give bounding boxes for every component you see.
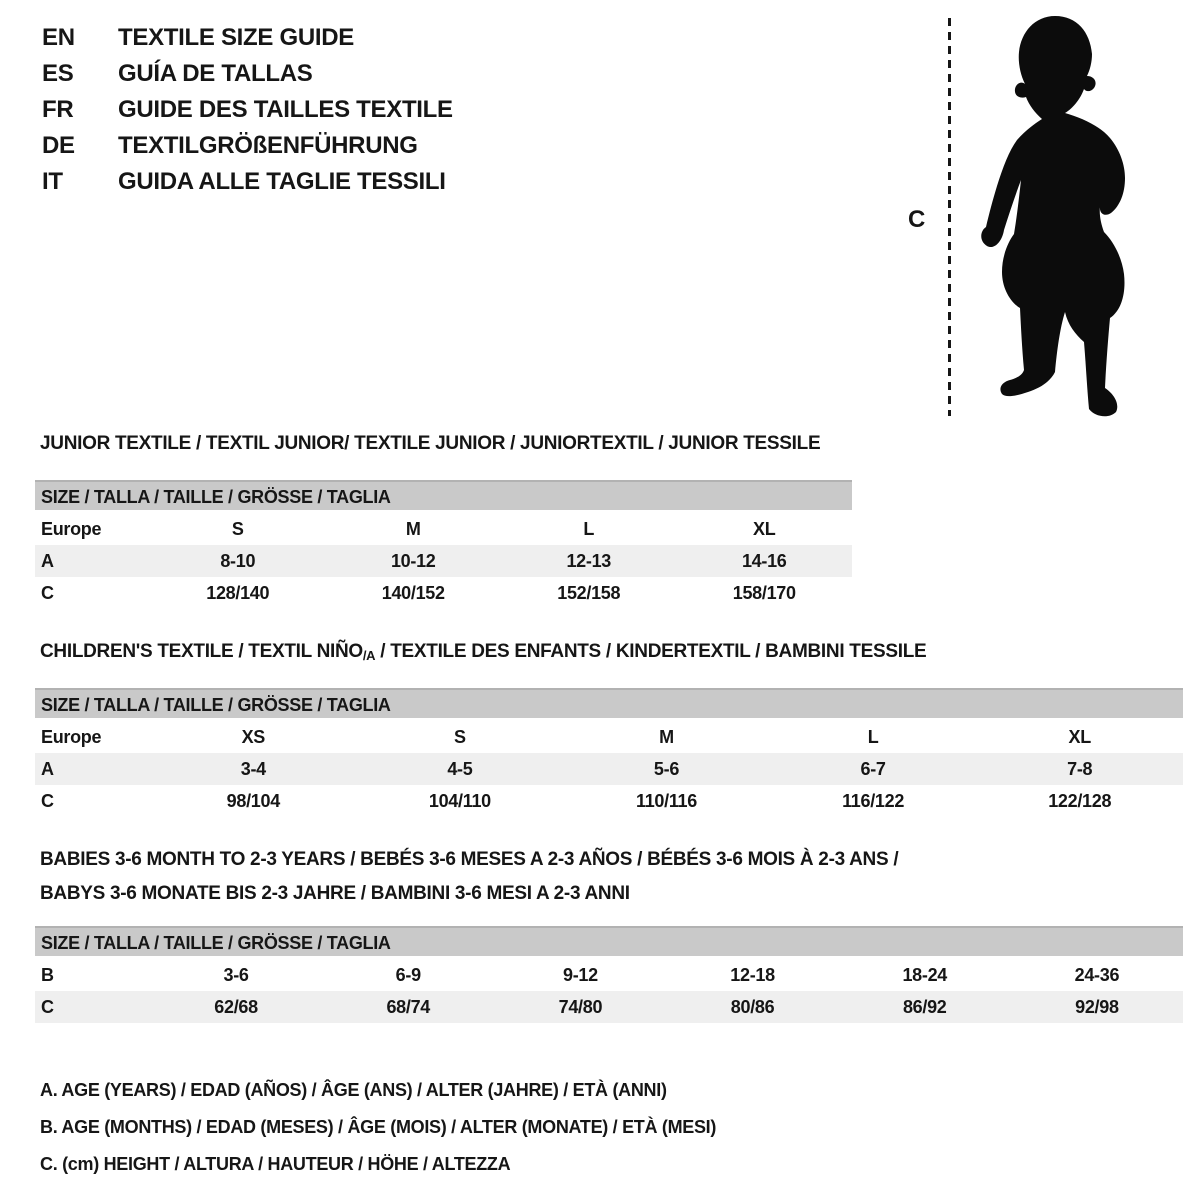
children-size-table	[35, 688, 1183, 817]
table-cell: 3-4	[240, 759, 266, 779]
table-row	[35, 545, 852, 577]
row-label: B	[41, 965, 54, 985]
language-code: DE	[42, 132, 75, 159]
language-code: ES	[42, 60, 74, 87]
language-title-block	[42, 26, 453, 194]
row-label: C	[41, 997, 54, 1017]
children-title-rest: / TEXTILE DES ENFANTS / KINDERTEXTIL / BAMBINI TESSILE	[375, 641, 927, 662]
table-cell: 74/80	[558, 997, 603, 1017]
babies-size-table	[35, 926, 1183, 1023]
babies-title-line1: BABIES 3-6 MONTH TO 2-3 YEARS / BEBÉS 3-6 MESES A 2-3 AÑOS / BÉBÉS 3-6 MOIS À 2-3 ANS /	[40, 849, 899, 870]
table-cell: 152/158	[557, 583, 621, 603]
height-label-c: C	[908, 206, 926, 233]
table-cell: 12-13	[566, 551, 612, 571]
table-cell: 3-6	[223, 965, 249, 985]
table-row	[35, 991, 1183, 1023]
table-cell: 158/170	[732, 583, 796, 603]
table-cell: 80/86	[730, 997, 775, 1017]
toddler-figure-area	[880, 0, 1200, 430]
table-cell: 68/74	[386, 997, 431, 1017]
table-cell: 122/128	[1048, 791, 1112, 811]
table-header: SIZE / TALLA / TAILLE / GRÖSSE / TAGLIA	[35, 688, 1183, 718]
table-cell: 62/68	[214, 997, 258, 1017]
toddler-silhouette	[962, 10, 1162, 420]
children-section-title	[40, 640, 926, 667]
language-title: TEXTILGRÖßENFÜHRUNG	[118, 132, 418, 159]
row-label: A	[41, 759, 54, 779]
table-row	[35, 513, 852, 545]
table-cell: 128/140	[206, 583, 270, 603]
table-row	[35, 577, 852, 609]
table-cell: S	[454, 727, 466, 747]
table-cell: S	[231, 519, 244, 539]
table-cell: 92/98	[1075, 997, 1119, 1017]
children-title-main: CHILDREN'S TEXTILE / TEXTIL NIÑO	[40, 641, 363, 662]
table-cell: 104/110	[428, 791, 491, 811]
table-cell: 86/92	[902, 997, 947, 1017]
babies-title-line2: BABYS 3-6 MONATE BIS 2-3 JAHRE / BAMBINI 3-6 MESI A 2-3 ANNI	[40, 883, 630, 904]
table-cell: 18-24	[902, 965, 948, 985]
junior-size-table	[35, 480, 852, 609]
table-cell: 98/104	[226, 791, 280, 811]
table-header: SIZE / TALLA / TAILLE / GRÖSSE / TAGLIA	[35, 480, 852, 510]
legend-line-c: C. (cm) HEIGHT / ALTURA / HAUTEUR / HÖHE / ALTEZZA	[40, 1154, 511, 1174]
table-cell: M	[659, 727, 674, 747]
legend	[40, 1072, 716, 1183]
table-cell: L	[867, 727, 879, 747]
language-code: IT	[42, 168, 63, 195]
table-cell: XL	[1068, 727, 1091, 747]
table-cell: 110/116	[636, 791, 697, 811]
table-cell: 24-36	[1074, 965, 1120, 985]
table-cell: 116/122	[842, 791, 905, 811]
language-title: GUIDA ALLE TAGLIE TESSILI	[118, 168, 446, 195]
table-cell: 6-7	[860, 759, 886, 779]
row-label: C	[41, 791, 54, 811]
babies-section-title	[40, 848, 898, 905]
language-title: TEXTILE SIZE GUIDE	[118, 24, 354, 51]
language-title: GUIDE DES TAILLES TEXTILE	[118, 96, 453, 123]
row-label: Europe	[41, 727, 102, 747]
table-cell: 9-12	[563, 965, 598, 985]
table-cell: XS	[241, 727, 265, 747]
table-row	[35, 721, 1183, 753]
language-code: EN	[42, 24, 75, 51]
table-cell: 14-16	[741, 551, 787, 571]
children-title-subscript: /A	[362, 648, 376, 663]
junior-section-title: JUNIOR TEXTILE / TEXTIL JUNIOR/ TEXTILE JUNIOR / JUNIORTEXTIL / JUNIOR TESSILE	[40, 433, 821, 454]
language-code: FR	[42, 96, 74, 123]
table-row	[35, 753, 1183, 785]
table-cell: 6-9	[395, 965, 421, 985]
table-cell: 10-12	[390, 551, 436, 571]
legend-line-b: B. AGE (MONTHS) / EDAD (MESES) / ÂGE (MOIS) / ALTER (MONATE) / ETÀ (MESI)	[40, 1117, 717, 1137]
table-row	[35, 785, 1183, 817]
table-cell: 7-8	[1067, 759, 1093, 779]
height-measure-line	[948, 18, 951, 416]
language-title: GUÍA DE TALLAS	[118, 60, 313, 87]
table-cell: XL	[753, 519, 776, 539]
table-cell: 4-5	[447, 759, 473, 779]
row-label: C	[41, 583, 54, 603]
table-row	[35, 959, 1183, 991]
table-cell: 140/152	[381, 583, 445, 603]
row-label: A	[41, 551, 54, 571]
table-cell: 8-10	[220, 551, 256, 571]
table-cell: 5-6	[653, 759, 680, 779]
legend-line-a: A. AGE (YEARS) / EDAD (AÑOS) / ÂGE (ANS) / ALTER (JAHRE) / ETÀ (ANNI)	[40, 1080, 667, 1100]
table-header: SIZE / TALLA / TAILLE / GRÖSSE / TAGLIA	[35, 926, 1183, 956]
table-cell: 12-18	[730, 965, 775, 985]
table-cell: L	[583, 519, 595, 539]
row-label: Europe	[41, 519, 102, 539]
table-cell: M	[405, 519, 421, 539]
